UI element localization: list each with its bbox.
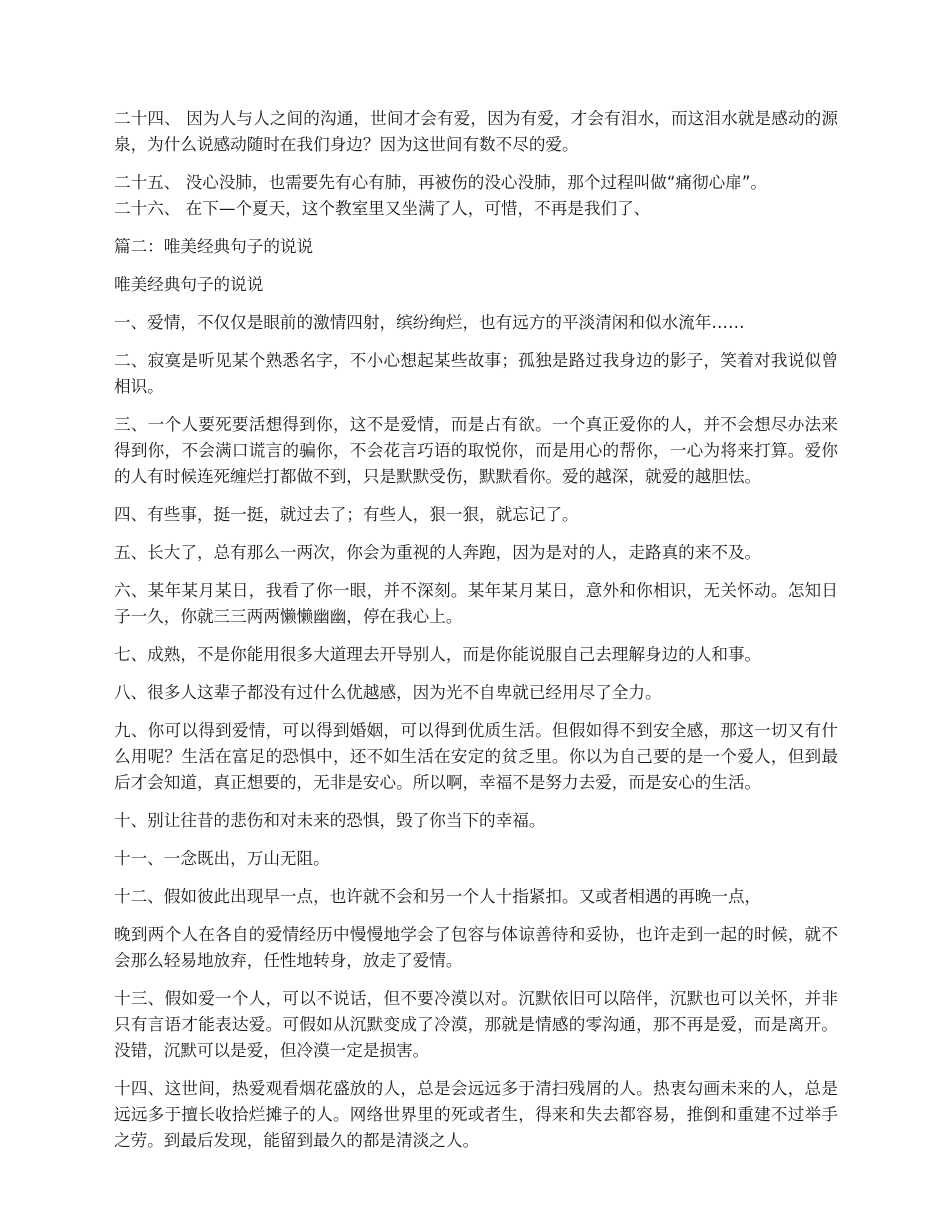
paragraph-10: 十、别让往昔的悲伤和对未来的恐惧，毁了你当下的幸福。 <box>114 811 546 830</box>
paragraph-12-continued: 晚到两个人在各自的爱情经历中慢慢地学会了包容与体谅善待和妥协，也许走到一起的时候，就不会那么轻易地放弃，任性地转身，放走了爱情。 <box>114 925 838 970</box>
paragraph-26: 二十六、 在下—个夏天，这个教室里又坐满了人，可惜，不再是我们了、 <box>114 199 651 218</box>
paragraph-4: 四、有些事，挺一挺，就过去了；有些人，狠一狠，就忘记了。 <box>114 505 579 524</box>
paragraph-14: 十四、这世间，热爱观看烟花盛放的人，总是会远远多于清扫残屑的人。热衷勾画未来的人，总是远远多于擅长收拾烂摊子的人。网络世界里的死或者生，得来和失去都容易，推倒和重建不过举手之劳。到最后发现，能留到最久的都是清淡之人。 <box>114 1079 838 1150</box>
paragraph-11: 十一、一念既出，万山无阻。 <box>114 849 330 868</box>
paragraph-2: 二、寂寞是听见某个熟悉名字，不小心想起某些故事；孤独是路过我身边的影子，笑着对我说似曾相识。 <box>114 351 838 396</box>
section-heading: 篇二：唯美经典句子的说说 <box>114 237 314 256</box>
paragraph-24: 二十四、 因为人与人之间的沟通，世间才会有爱，因为有爱，才会有泪水，而这泪水就是感动的源泉，为什么说感动随时在我们身边？因为这世间有数不尽的爱。 <box>114 109 838 154</box>
paragraph-13: 十三、假如爱一个人，可以不说话，但不要冷漠以对。沉默依旧可以陪伴，沉默也可以关怀，并非只有言语才能表达爱。可假如从沉默变成了冷漠，那就是情感的零沟通，那不再是爱，而是离开。没错，沉默可以是爱，但冷漠一定是损害。 <box>114 989 838 1060</box>
paragraph-8: 八、很多人这辈子都没有过什么优越感，因为光不自卑就已经用尽了全力。 <box>114 683 662 702</box>
paragraph-9: 九、你可以得到爱情，可以得到婚姻，可以得到优质生活。但假如得不到安全感，那这一切又有什么用呢？生活在富足的恐惧中，还不如生活在安定的贫乏里。你以为自己要的是一个爱人，但到最后才会知道，真正想要的，无非是安心。所以啊，幸福不是努力去爱，而是安心的生活。 <box>114 721 838 792</box>
paragraph-25: 二十五、 没心没肺，也需要先有心有肺，再被伤的没心没肺，那个过程叫做“痛彻心扉”。 <box>114 173 768 192</box>
paragraph-12: 十二、假如彼此出现早一点，也许就不会和另一个人十指紧扣。又或者相遇的再晚一点， <box>114 887 762 906</box>
paragraph-7: 七、成熟，不是你能用很多大道理去开导别人，而是你能说服自己去理解身边的人和事。 <box>114 645 762 664</box>
paragraph-1: 一、爱情，不仅仅是眼前的激情四射，缤纷绚烂，也有远方的平淡清闲和似水流年…… <box>114 313 745 332</box>
paragraph-3: 三、一个人要死要活想得到你，这不是爱情，而是占有欲。一个真正爱你的人，并不会想尽办法来得到你，不会满口谎言的骗你，不会花言巧语的取悦你，而是用心的帮你，一心为将来打算。爱你的人有时候连死缠烂打都做不到，只是默默受伤，默默看你。爱的越深，就爱的越胆怯。 <box>114 415 838 486</box>
document-body <box>114 106 838 1166</box>
section-subheading: 唯美经典句子的说说 <box>114 275 264 294</box>
paragraph-5: 五、长大了，总有那么一两次，你会为重视的人奔跑，因为是对的人，走路真的来不及。 <box>114 543 762 562</box>
paragraph-6: 六、某年某月某日，我看了你一眼，并不深刻。某年某月某日，意外和你相识，无关怀动。怎知日子一久，你就三三两两懒懒幽幽，停在我心上。 <box>114 581 838 626</box>
